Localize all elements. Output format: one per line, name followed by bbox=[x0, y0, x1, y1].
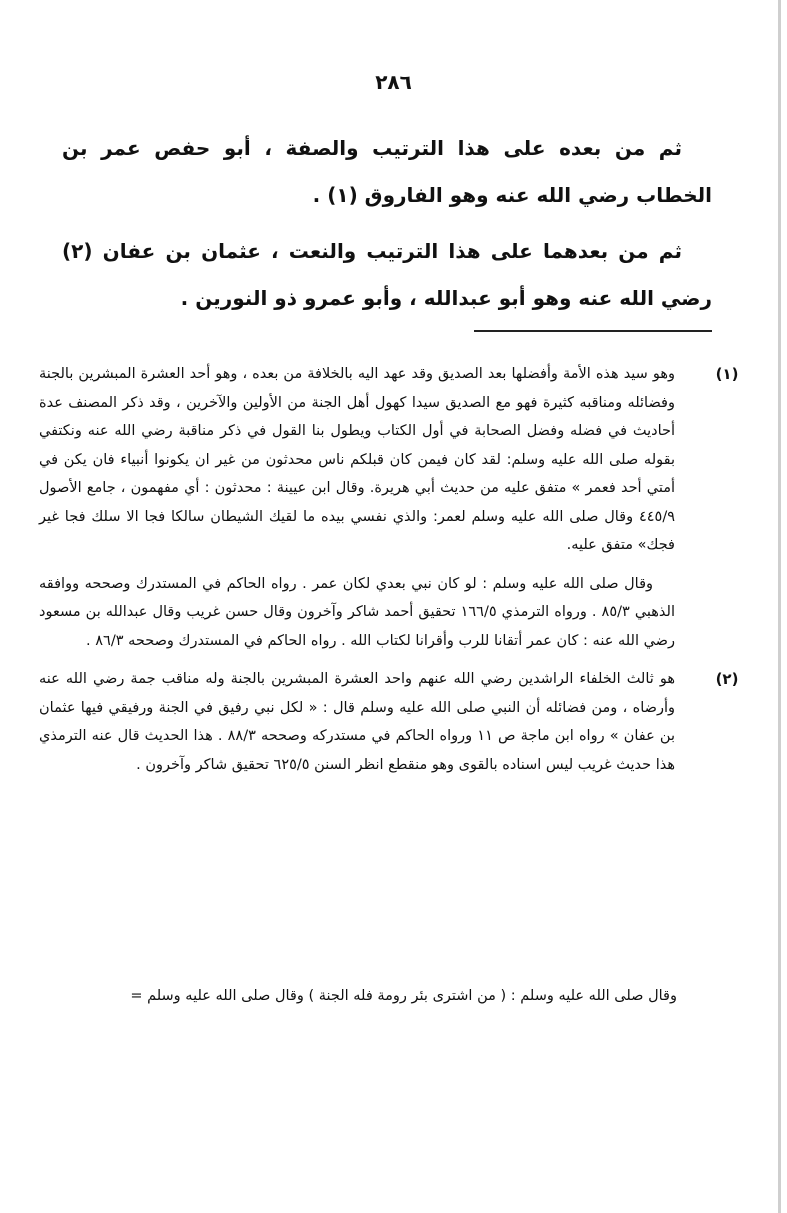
footnote bbox=[39, 360, 747, 655]
footnote-paragraph: وهو سيد هذه الأمة وأفضلها بعد الصديق وقد عهد اليه بالخلافة من بعده ، وهو أحد العشرة المبشرين بالجنة وفضائله ومناقبه كثيرة فهو مع الصديق سيدا كهول أهل الجنة من الأولين والآخرين ، وقد ذكر المصنف عدة أحاديث في فضله وفضل الصحابة في أول الكتاب ويطول بنا القول في ذكر مناقبة رضي الله عنه ونكتفي بقوله صلى الله عليه وسلم: لقد كان فيمن كان قبلكم ناس محدثون من غير ان يكونوا أنبياء فان يكن في أمتي أحد فعمر » متفق عليه من حديث أبي هريرة. وقال ابن عيينة : محدثون : أي مفهمون ، جامع الأصول ٤٤٥/٩ وقال صلى الله عليه وسلم لعمر: والذي نفسي بيده ما لقيك الشيطان سالكا فجا الا سلك فجا غير فجك» متفق عليه. bbox=[39, 366, 675, 553]
footnote bbox=[39, 665, 747, 779]
main-paragraph: ثم من بعدهما على هذا الترتيب والنعت ، عثمان بن عفان (٢) رضي الله عنه وهو أبو عبدالله ، وأبو عمرو ذو النورين . bbox=[62, 239, 712, 310]
footnote-marker: (١) bbox=[715, 365, 739, 383]
page-number: ٢٨٦ bbox=[375, 70, 412, 94]
footnote-paragraph: وقال صلى الله عليه وسلم : لو كان نبي بعدي لكان عمر . رواه الحاكم في المستدرك وصححه ووافقه الذهبي ٨٥/٣ . ورواه الترمذي ١٦٦/٥ تحقيق أحمد شاكر وآخرون وقال حسن غريب وقال عبدالله بن مسعود رضي الله عنه : كان عمر أتقانا للرب وأقرانا لكتاب الله . رواه الحاكم في المستدرك وصححه ٨٦/٣ . bbox=[39, 575, 675, 649]
footnote-paragraph: هو ثالث الخلفاء الراشدين رضي الله عنهم واحد العشرة المبشرين بالجنة وله مناقب جمة رضي الله عنه وأرضاه ، ومن فضائله أن النبي صلى الله عليه وسلم قال : « لكل نبي رفيق في الجنة ورفيقي فيها عثمان بن عفان » رواه ابن ماجة ص ١١ ورواه الحاكم في مستدركه وصححه ٨٨/٣ . هذا الحديث قال عنه الترمذي هذا حديث غريب ليس اسناده بالقوى وهو منقطع انظر السنن ٦٢٥/٥ تحقيق شاكر وآخرون . bbox=[39, 671, 675, 773]
footnotes bbox=[39, 360, 747, 789]
footnote-marker: (٢) bbox=[715, 670, 739, 688]
main-text bbox=[62, 125, 712, 331]
page-edge-shadow bbox=[778, 0, 781, 1213]
footnote-separator bbox=[474, 330, 712, 332]
footnote-continuation-line: وقال صلى الله عليه وسلم : ( من اشترى بئر رومة فله الجنة ) وقال صلى الله عليه وسلم = bbox=[130, 988, 677, 1004]
main-paragraph: ثم من بعده على هذا الترتيب والصفة ، أبو حفص عمر بن الخطاب رضي الله عنه وهو الفاروق (١) . bbox=[62, 136, 712, 207]
